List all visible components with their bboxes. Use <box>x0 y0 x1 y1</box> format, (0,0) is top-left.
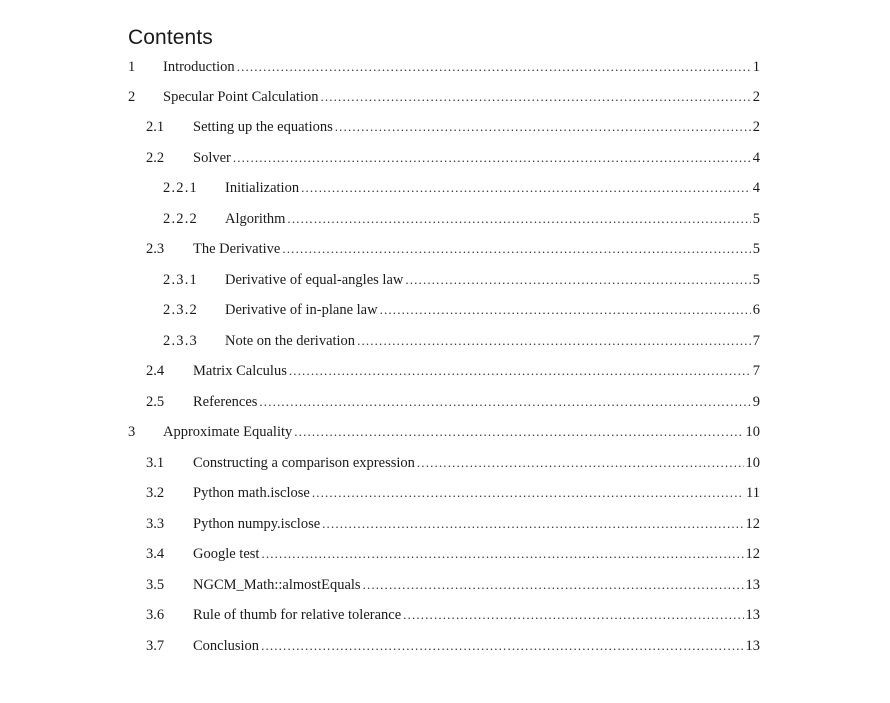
toc-entry-label: Python math.isclose <box>193 485 310 501</box>
dot-leader <box>417 450 744 476</box>
toc-entry-2-3-1[interactable] <box>163 267 760 293</box>
toc-entry-number: 2.3.2 <box>163 302 198 318</box>
toc-entry-3-3[interactable] <box>146 511 760 537</box>
toc-entry-number: 2.1 <box>146 119 165 135</box>
toc-entry-page: 12 <box>745 516 760 532</box>
toc-entry-label: Introduction <box>163 59 235 75</box>
dot-leader <box>335 114 751 140</box>
toc-entry-page: 7 <box>752 333 760 349</box>
toc-entry-number: 2.3.1 <box>163 272 198 288</box>
dot-leader <box>287 206 750 232</box>
toc-entry-number: 2 <box>128 89 136 105</box>
toc-entry-1[interactable] <box>128 54 760 80</box>
toc-entry-label: Algorithm <box>225 211 286 227</box>
toc-entry-3-5[interactable] <box>146 572 760 598</box>
toc-entry-2-2-2[interactable] <box>163 206 760 232</box>
toc-entry-2[interactable] <box>128 84 760 110</box>
dot-leader <box>403 602 743 628</box>
toc-entry-label: Rule of thumb for relative tolerance <box>193 607 402 623</box>
toc-entry-page: 12 <box>745 546 760 562</box>
toc-entry-3-6[interactable] <box>146 602 760 628</box>
toc-entry-page: 11 <box>746 485 760 501</box>
toc-entry-page: 10 <box>745 424 760 440</box>
toc-entry-page: 13 <box>745 638 760 654</box>
toc-entry-number: 1 <box>128 59 136 75</box>
toc-entry-3-1[interactable] <box>146 450 760 476</box>
dot-leader <box>294 419 743 445</box>
toc-entry-page: 2 <box>752 119 760 135</box>
toc-entry-2-1[interactable] <box>146 114 760 140</box>
toc-entry-label: Constructing a comparison expression <box>193 455 415 471</box>
toc-entry-3[interactable] <box>128 419 760 445</box>
toc-entry-2-4[interactable] <box>146 358 760 384</box>
dot-leader <box>289 358 751 384</box>
toc-heading: Contents <box>128 26 213 49</box>
toc-entry-label: Google test <box>193 546 260 562</box>
toc-entry-number: 2.3.3 <box>163 333 198 349</box>
toc-entry-label: Approximate Equality <box>163 424 293 440</box>
toc-entry-number: 3.3 <box>146 516 165 532</box>
toc-entry-number: 3.1 <box>146 455 165 471</box>
toc-entry-label: Note on the derivation <box>225 333 356 349</box>
toc-entry-page: 10 <box>745 455 760 471</box>
toc-entry-2-3[interactable] <box>146 236 760 262</box>
toc-entry-page: 5 <box>752 241 760 257</box>
toc-entry-label: The Derivative <box>193 241 281 257</box>
dot-leader <box>259 389 750 415</box>
toc-entry-number: 3.5 <box>146 577 165 593</box>
toc-entry-page: 5 <box>752 272 760 288</box>
toc-entry-label: Derivative of in-plane law <box>225 302 378 318</box>
dot-leader <box>357 328 751 354</box>
dot-leader <box>237 54 751 80</box>
toc-entry-number: 3 <box>128 424 136 440</box>
toc-entry-label: Derivative of equal-angles law <box>225 272 404 288</box>
toc-entry-number: 3.7 <box>146 638 165 654</box>
toc-entry-label: Solver <box>193 150 231 166</box>
dot-leader <box>320 84 750 110</box>
toc-entry-page: 9 <box>752 394 760 410</box>
toc-entry-page: 13 <box>745 577 760 593</box>
dot-leader <box>312 480 744 506</box>
toc-entry-number: 3.4 <box>146 546 165 562</box>
toc-entry-page: 1 <box>752 59 760 75</box>
dot-leader <box>405 267 750 293</box>
dot-leader <box>301 175 751 201</box>
dot-leader <box>363 572 744 598</box>
toc-entry-label: Conclusion <box>193 638 260 654</box>
toc-entry-label: Specular Point Calculation <box>163 89 319 105</box>
dot-leader <box>233 145 751 171</box>
dot-leader <box>261 633 743 659</box>
toc-entry-number: 2.2.2 <box>163 211 198 227</box>
dot-leader <box>282 236 750 262</box>
toc-entry-page: 4 <box>752 150 760 166</box>
toc-entry-label: Setting up the equations <box>193 119 333 135</box>
toc-entry-page: 6 <box>752 302 760 318</box>
dot-leader <box>380 297 751 323</box>
toc-entry-2-5[interactable] <box>146 389 760 415</box>
toc-entry-number: 2.3 <box>146 241 165 257</box>
toc-entry-2-3-3[interactable] <box>163 328 760 354</box>
toc-entry-label: Initialization <box>225 180 300 196</box>
toc-entry-2-3-2[interactable] <box>163 297 760 323</box>
toc-entry-label: Matrix Calculus <box>193 363 287 379</box>
toc-entry-number: 2.2 <box>146 150 165 166</box>
toc-entry-label: Python numpy.isclose <box>193 516 321 532</box>
toc-entry-number: 2.2.1 <box>163 180 198 196</box>
toc-entry-label: References <box>193 394 258 410</box>
toc-entry-2-2-1[interactable] <box>163 175 760 201</box>
toc-entry-page: 5 <box>752 211 760 227</box>
dot-leader <box>322 511 743 537</box>
toc-entry-3-2[interactable] <box>146 480 760 506</box>
toc-entry-page: 4 <box>752 180 760 196</box>
toc-entry-page: 13 <box>745 607 760 623</box>
dot-leader <box>261 541 743 567</box>
toc-entry-number: 2.5 <box>146 394 165 410</box>
toc-entry-number: 2.4 <box>146 363 165 379</box>
toc-entry-3-7[interactable] <box>146 633 760 659</box>
toc-entry-number: 3.2 <box>146 485 165 501</box>
toc-entry-2-2[interactable] <box>146 145 760 171</box>
toc-entry-label: NGCM_Math::almostEquals <box>193 577 361 593</box>
toc-entry-page: 2 <box>752 89 760 105</box>
toc-entry-page: 7 <box>752 363 760 379</box>
toc-entry-3-4[interactable] <box>146 541 760 567</box>
toc-entry-number: 3.6 <box>146 607 165 623</box>
